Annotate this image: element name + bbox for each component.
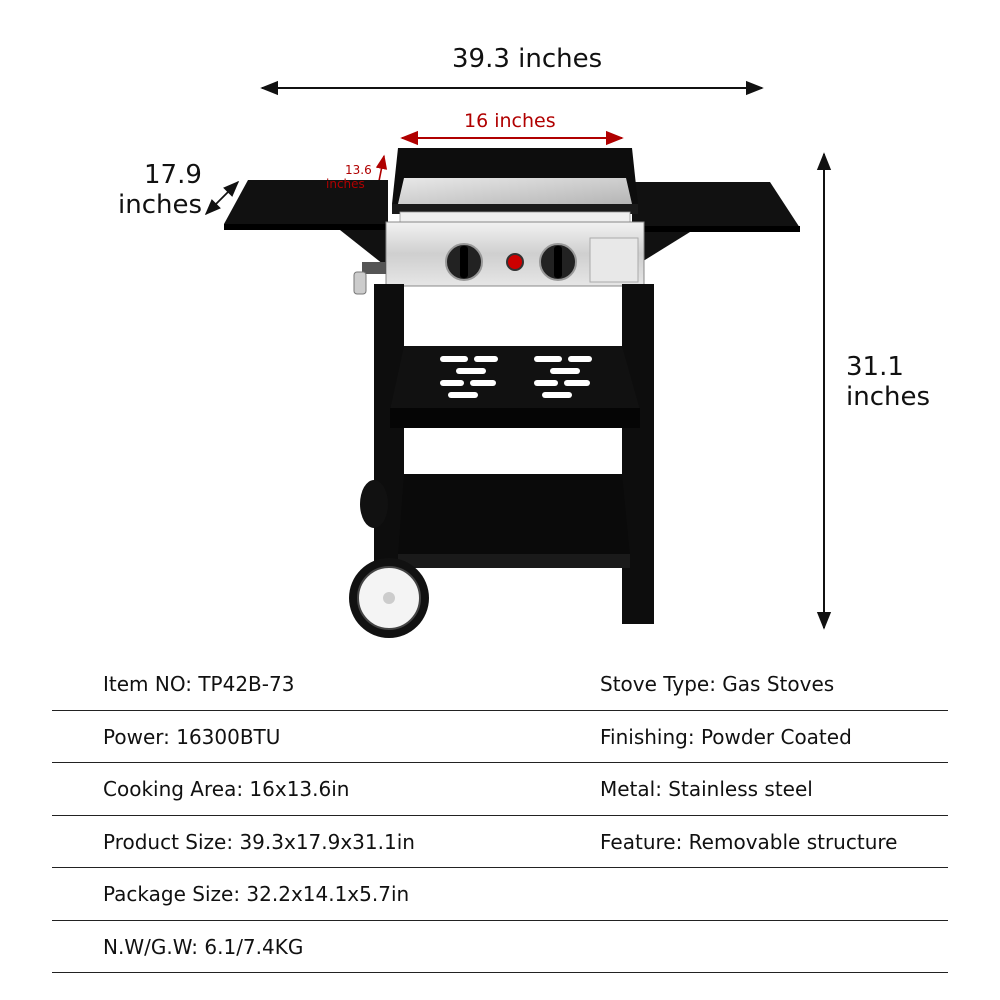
spec-row <box>52 763 948 816</box>
spec-row <box>52 658 948 711</box>
right-leg <box>622 284 654 624</box>
spec-row <box>52 868 948 921</box>
spec-row <box>52 711 948 764</box>
spec-metal: Metal: Stainless steel <box>600 777 813 801</box>
igniter-button-icon <box>507 254 523 270</box>
spec-package-size: Package Size: 32.2x14.1x5.7in <box>103 882 410 906</box>
height-label <box>846 352 930 412</box>
spec-row <box>52 816 948 869</box>
spec-finishing: Finishing: Powder Coated <box>600 724 852 749</box>
spec-power: Power: 16300BTU <box>103 724 281 749</box>
griddle-depth-value: 13.6 <box>345 163 372 177</box>
rear-wheel-icon <box>360 480 388 528</box>
front-wheel-icon <box>349 558 429 638</box>
spec-row <box>52 921 948 974</box>
spec-weight: N.W/G.W: 6.1/7.4KG <box>103 934 304 959</box>
depth-label <box>118 160 202 220</box>
depth-value: 17.9 <box>144 160 202 190</box>
spec-product-size: Product Size: 39.3x17.9x31.1in <box>103 829 415 854</box>
spec-table <box>52 658 948 973</box>
bottom-shelf <box>398 474 630 556</box>
spec-stove-type: Stove Type: Gas Stoves <box>600 672 835 696</box>
width-label: 39.3 inches <box>452 44 603 74</box>
depth-unit: inches <box>118 190 203 220</box>
height-unit: inches <box>846 382 931 412</box>
right-knob-icon <box>540 244 576 280</box>
spec-cooking-area: Cooking Area: 16x13.6in <box>103 777 350 801</box>
griddle-depth-label <box>326 163 372 191</box>
height-value: 31.1 <box>846 352 904 382</box>
middle-shelf <box>390 346 640 410</box>
griddle-width-label: 16 inches <box>464 110 556 132</box>
spec-item-no: Item NO: TP42B-73 <box>103 672 295 696</box>
spec-feature: Feature: Removable structure <box>600 829 898 854</box>
right-side-shelf <box>632 182 800 228</box>
griddle-depth-unit: inches <box>326 177 365 191</box>
left-knob-icon <box>446 244 482 280</box>
griddle-plate <box>398 178 632 204</box>
